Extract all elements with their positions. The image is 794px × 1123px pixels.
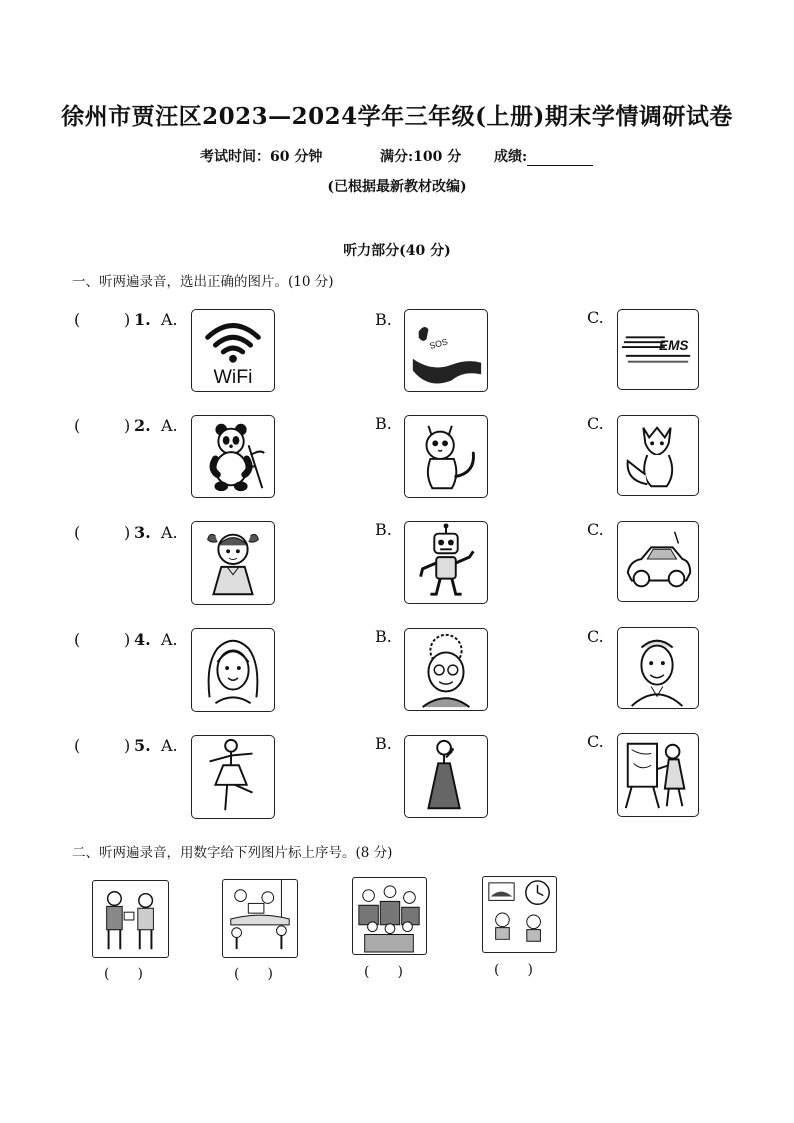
answer-paren-right: ) xyxy=(124,310,131,329)
option-b-label: B. xyxy=(375,414,392,433)
answer-paren-4[interactable]: ( ) xyxy=(494,962,533,978)
sos-hand-icon[interactable] xyxy=(404,309,488,392)
section1-title: 一、听两遍录音，选出正确的图片。(10 分) xyxy=(72,274,334,290)
exam-time: 考试时间：60 分钟 xyxy=(200,149,323,165)
option-c-label: C. xyxy=(587,414,604,433)
answer-paren-left: ( xyxy=(74,630,81,649)
answer-paren-left: ( xyxy=(74,310,81,329)
option-b-label: B. xyxy=(375,734,392,753)
option-b-label: B. xyxy=(375,627,392,646)
grandma-icon[interactable] xyxy=(404,628,488,711)
answer-paren-right: ) xyxy=(124,416,131,435)
answer-paren-right: ) xyxy=(124,523,131,542)
answer-paren-left: ( xyxy=(74,416,81,435)
answer-paren-left: ( xyxy=(74,523,81,542)
option-a-label: A. xyxy=(161,310,178,329)
answer-paren-right: ) xyxy=(124,630,131,649)
painter-icon[interactable] xyxy=(617,733,699,817)
question-number: 3. xyxy=(134,523,151,542)
cat-icon[interactable] xyxy=(404,415,488,498)
full-score: 满分:100 分 xyxy=(380,149,462,165)
dancer-icon[interactable] xyxy=(191,735,275,819)
option-a-label: A. xyxy=(161,523,178,542)
ems-text: EMS xyxy=(658,337,689,353)
option-a-label: A. xyxy=(161,416,178,435)
gift-giving-scene[interactable] xyxy=(92,880,169,958)
exam-title: 徐州市贾汪区2023—2024学年三年级(上册)期末学情调研试卷 xyxy=(61,103,733,130)
family-photo-scene[interactable] xyxy=(352,877,427,955)
singer-icon[interactable] xyxy=(404,735,488,818)
answer-paren-right: ) xyxy=(124,736,131,755)
robot-icon[interactable] xyxy=(404,521,488,604)
ems-logo-icon[interactable] xyxy=(617,309,699,390)
section2-title: 二、听两遍录音，用数字给下列图片标上序号。(8 分) xyxy=(72,845,393,861)
edition-note: (已根据最新教材改编) xyxy=(327,179,467,195)
birthday-party-scene[interactable] xyxy=(222,879,298,958)
score-field xyxy=(494,146,593,166)
grandpa-icon[interactable] xyxy=(617,627,699,709)
fox-icon[interactable] xyxy=(617,415,699,496)
option-a-label: A. xyxy=(161,736,178,755)
option-c-label: C. xyxy=(587,732,604,751)
option-c-label: C. xyxy=(587,308,604,327)
question-number: 4. xyxy=(134,630,151,649)
option-b-label: B. xyxy=(375,310,392,329)
girl-face-icon[interactable] xyxy=(191,628,275,712)
sos-text: SOS xyxy=(428,336,449,351)
option-b-label: B. xyxy=(375,520,392,539)
option-a-label: A. xyxy=(161,630,178,649)
option-c-label: C. xyxy=(587,520,604,539)
answer-paren-1[interactable]: ( ) xyxy=(104,966,143,982)
option-c-label: C. xyxy=(587,627,604,646)
wifi-text: WiFi xyxy=(213,366,253,389)
listening-part-title: 听力部分(40 分) xyxy=(343,243,451,259)
wifi-icon[interactable] xyxy=(191,309,275,392)
clock-kids-scene[interactable] xyxy=(482,876,557,953)
score-label: 成绩: xyxy=(494,149,528,165)
answer-paren-3[interactable]: ( ) xyxy=(364,964,403,980)
question-number: 2. xyxy=(134,416,151,435)
question-number: 1. xyxy=(134,310,151,329)
score-blank[interactable] xyxy=(527,151,593,166)
answer-paren-2[interactable]: ( ) xyxy=(234,966,273,982)
panda-icon[interactable] xyxy=(191,415,275,498)
toy-car-icon[interactable] xyxy=(617,521,699,602)
question-number: 5. xyxy=(134,736,151,755)
answer-paren-left: ( xyxy=(74,736,81,755)
doll-icon[interactable] xyxy=(191,521,275,605)
